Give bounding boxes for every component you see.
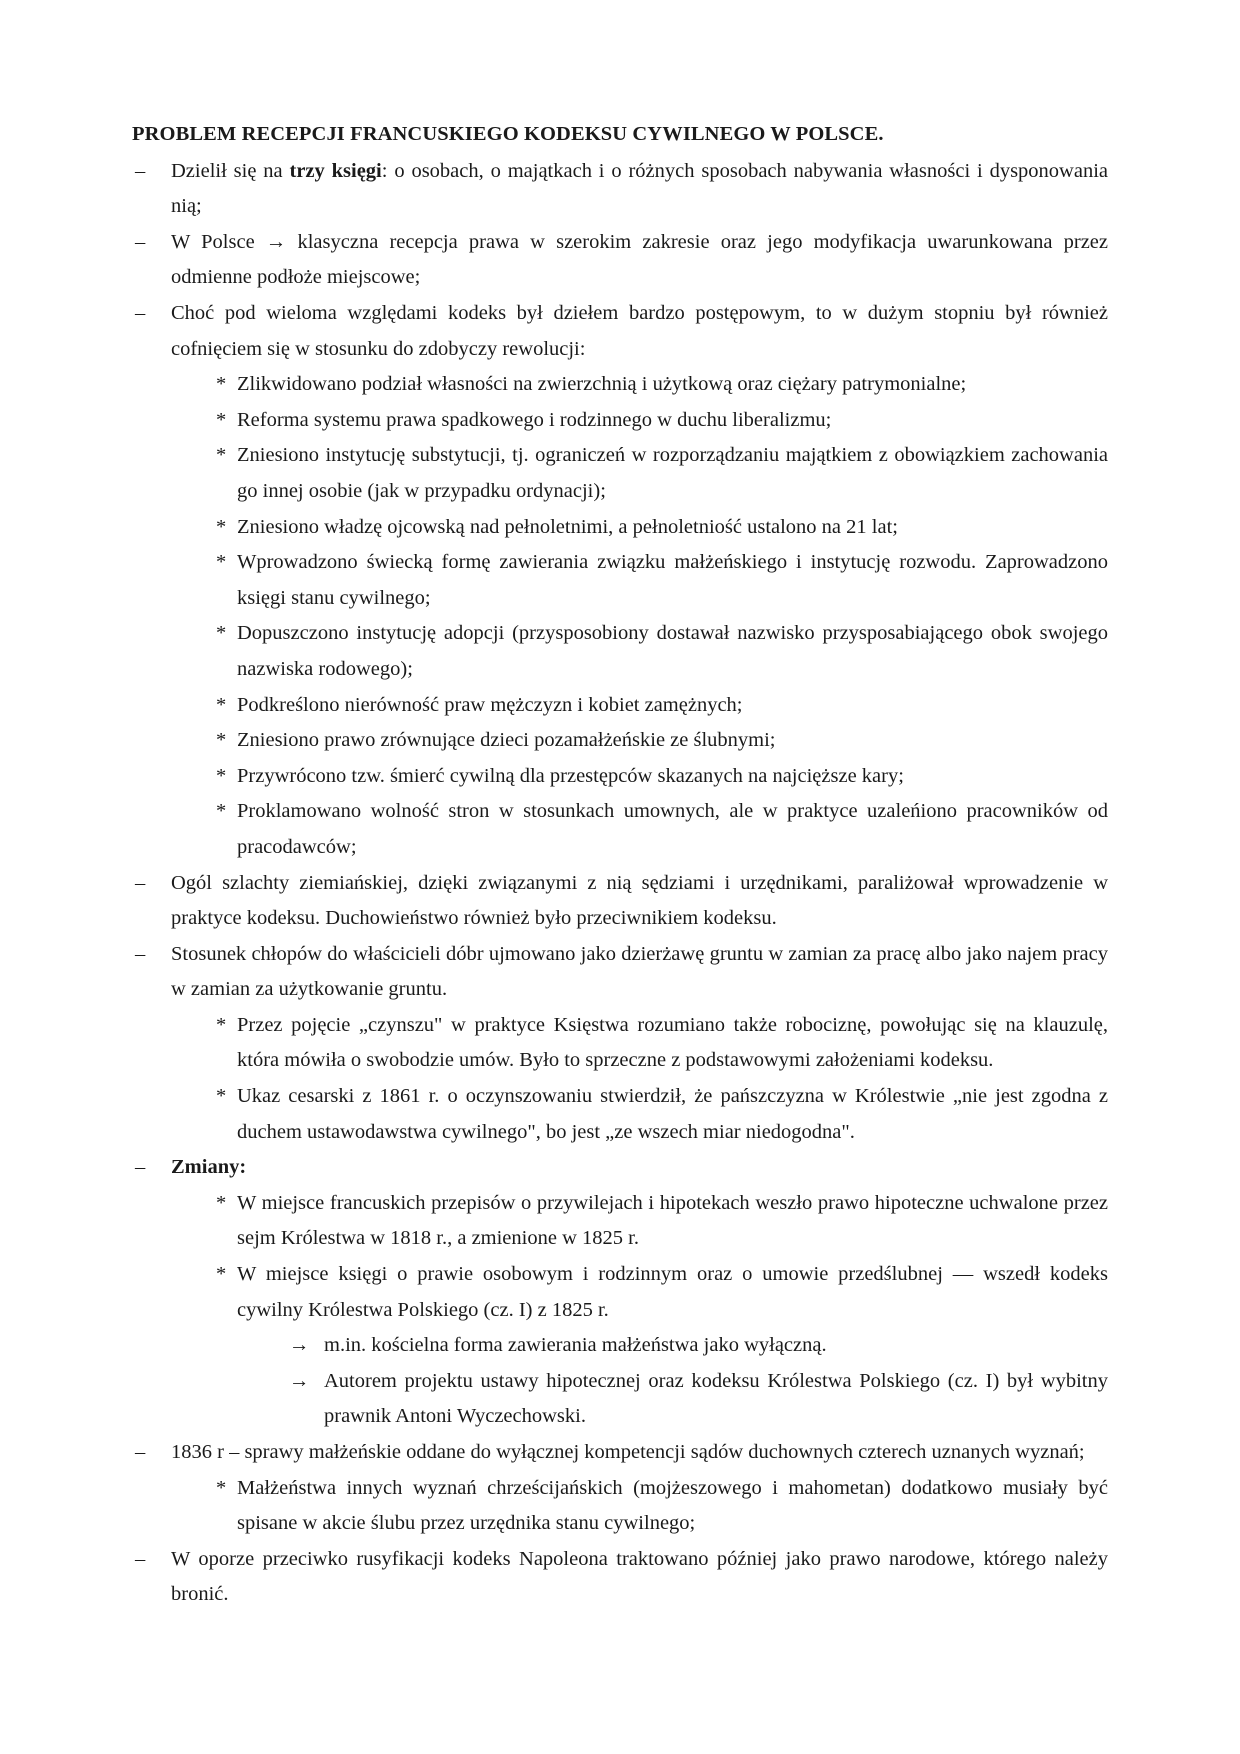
asterisk-bullet-icon: * <box>216 800 227 823</box>
sub-item-dopuszczono-adopcje <box>216 616 1108 687</box>
dash-bullet-icon: – <box>135 1547 146 1570</box>
dash-bullet-icon: – <box>135 302 146 324</box>
list-item-text <box>171 160 1108 218</box>
outline-level-2 <box>216 1471 1108 1542</box>
dash-bullet-icon: – <box>135 1441 146 1463</box>
dash-bullet-icon: – <box>135 159 146 182</box>
sub-item-text: Proklamowano wolność stron w stosunkach umownych, ale w praktyce uzaleńiono pracowników od pracodawców; <box>237 800 1108 858</box>
list-item-zmiany <box>132 1150 1108 1435</box>
asterisk-bullet-icon: * <box>216 622 227 645</box>
list-item-dzielil-sie <box>132 154 1108 225</box>
asterisk-bullet-icon: * <box>216 551 227 574</box>
list-item-w-polsce <box>132 225 1108 296</box>
asterisk-bullet-icon: * <box>216 693 227 716</box>
asterisk-bullet-icon: * <box>216 1191 227 1214</box>
asterisk-bullet-icon: * <box>216 373 227 396</box>
list-item-text: 1836 r – sprawy małżeńskie oddane do wyłącznej kompetencji sądów duchownych czterech uznanych wyznań; <box>171 1441 1085 1463</box>
sub3-item-min-koscielna <box>289 1328 1108 1364</box>
sub-item-w-miejsce-francuskich <box>216 1186 1108 1257</box>
asterisk-bullet-icon: * <box>216 515 227 538</box>
list-item-text: Choć pod wieloma względami kodeks był dziełem bardzo postępowym, to w dużym stopniu był również cofnięciem się w stosunku do zdobyczy rewolucji: <box>171 302 1108 360</box>
outline-level-1 <box>132 154 1108 1613</box>
sub-item-text: Ukaz cesarski z 1861 r. o oczynszowaniu stwierdził, że pańszczyzna w Królestwie „nie jest zgodna z duchem ustawodawstwa cywilnego", bo jest „ze wszech miar niedogodna". <box>237 1085 1108 1143</box>
list-item-ogol-szlachty <box>132 866 1108 937</box>
item-bold-text: trzy księgi <box>289 159 382 182</box>
list-item-1836 <box>132 1435 1108 1542</box>
sub-item-malzenstwa-innych-wyznan <box>216 1471 1108 1542</box>
asterisk-bullet-icon: * <box>216 729 227 752</box>
sub-item-zniesiono-substytucje <box>216 438 1108 509</box>
dash-bullet-icon: – <box>135 1156 146 1179</box>
dash-bullet-icon: – <box>135 230 146 253</box>
sub-item-wprowadzono-swiecka <box>216 545 1108 616</box>
list-item-text: Ogól szlachty ziemiańskiej, dzięki związanymi z nią sędziami i urzędnikami, paraliżował wprowadzenie w praktyce kodeksu. Duchowieństwo również było przeciwnikiem kodeksu. <box>171 871 1108 930</box>
item-lead-text: Dzielił się na <box>171 159 290 182</box>
sub-item-zniesiono-wladze <box>216 510 1108 546</box>
sub-item-text: Zniesiono instytucję substytucji, tj. ograniczeń w rozporządzaniu majątkiem z obowiązkiem zachowania go innej osobie (jak w przypadku ordynacji); <box>237 444 1108 502</box>
dash-bullet-icon: – <box>135 871 146 894</box>
sub-item-przez-pojecie-czynszu <box>216 1008 1108 1079</box>
asterisk-bullet-icon: * <box>216 444 227 467</box>
sub-item-przywrocono-smierc <box>216 759 1108 795</box>
sub-item-text: Zniesiono prawo zrównujące dzieci pozamałżeńskie ze ślubnymi; <box>237 729 776 752</box>
page-title: PROBLEM RECEPCJI FRANCUSKIEGO KODEKSU CYWILNEGO W POLSCE. <box>132 123 884 145</box>
sub3-item-text: Autorem projektu ustawy hipotecznej oraz kodeksu Królestwa Polskiego (cz. I) był wybitny prawnik Antoni Wyczechowski. <box>324 1369 1108 1428</box>
sub-item-ukaz-cesarski <box>216 1079 1108 1150</box>
item-rest-text: : o osobach, o majątkach i o różnych sposobach nabywania własności i dysponowania nią; <box>171 159 1108 218</box>
asterisk-bullet-icon: * <box>216 764 227 787</box>
asterisk-bullet-icon: * <box>216 1085 227 1108</box>
outline-level-3 <box>289 1328 1108 1435</box>
sub-item-text: W miejsce francuskich przepisów o przywilejach i hipotekach weszło prawo hipoteczne uchwalone przez sejm Królestwa w 1818 r., a zmienione w 1825 r. <box>237 1191 1108 1250</box>
sub-item-w-miejsce-ksiegi <box>216 1257 1108 1435</box>
sub-item-reforma <box>216 403 1108 439</box>
sub-item-zlikwidowano <box>216 367 1108 403</box>
sub-item-proklamowano-wolnosc <box>216 794 1108 865</box>
outline-level-2 <box>216 1008 1108 1150</box>
sub-item-text: Przywrócono tzw. śmierć cywilną dla przestępców skazanych na najcięższe kary; <box>237 764 904 787</box>
sub-item-text: W miejsce księgi o prawie osobowym i rodzinnym oraz o umowie przedślubnej — wszedł kodeks cywilny Królestwa Polskiego (cz. I) z 1825 r. <box>237 1263 1108 1321</box>
sub-item-text: Zlikwidowano podział własności na zwierzchnią i użytkową oraz ciężary patrymonialne; <box>237 373 967 396</box>
list-item-text: W Polsce → klasyczna recepcja prawa w szerokim zakresie oraz jego modyfikacja uwarunkowana przez odmienne podłoże miejscowe; <box>171 230 1108 289</box>
list-item-w-oporze <box>132 1542 1108 1613</box>
arrow-right-icon: → <box>289 1334 310 1357</box>
sub-item-text: Małżeństwa innych wyznań chrześcijańskich (mojżeszowego i mahometan) dodatkowo musiały być spisane w akcie ślubu przez urzędnika stanu cywilnego; <box>237 1476 1108 1535</box>
sub-item-text: Reforma systemu prawa spadkowego i rodzinnego w duchu liberalizmu; <box>237 408 832 431</box>
sub-item-text: Zniesiono władzę ojcowską nad pełnoletnimi, a pełnoletniość ustalono na 21 lat; <box>237 515 898 538</box>
list-item-choc-pod-wieloma <box>132 296 1108 866</box>
asterisk-bullet-icon: * <box>216 1263 227 1286</box>
list-item-text: W oporze przeciwko rusyfikacji kodeks Napoleona traktowano później jako prawo narodowe, którego należy bronić. <box>171 1547 1108 1606</box>
list-item-text: Zmiany: <box>171 1156 247 1179</box>
dash-bullet-icon: – <box>135 942 146 965</box>
asterisk-bullet-icon: * <box>216 1013 227 1036</box>
sub-item-podkreslono-nierownosc <box>216 688 1108 724</box>
sub-item-text: Podkreślono nierówność praw mężczyzn i kobiet zamężnych; <box>237 693 743 716</box>
asterisk-bullet-icon: * <box>216 408 227 431</box>
arrow-right-icon: → <box>289 1369 310 1392</box>
sub-item-text: Dopuszczono instytucję adopcji (przysposobiony dostawał nazwisko przysposabiającego obok swojego nazwiska rodowego); <box>237 622 1108 680</box>
list-item-text: Stosunek chłopów do właścicieli dóbr ujmowano jako dzierżawę gruntu w zamian za pracę albo jako najem pracy w zamian za użytkowanie gruntu. <box>171 942 1108 1001</box>
list-item-stosunek-chlopow <box>132 937 1108 1151</box>
sub3-item-text: m.in. kościelna forma zawierania małżeństwa jako wyłączną. <box>324 1334 827 1357</box>
sub-item-zniesiono-prawo <box>216 723 1108 759</box>
sub-item-text: Wprowadzono świecką formę zawierania związku małżeńskiego i instytucję rozwodu. Zaprowadzono księgi stanu cywilnego; <box>237 551 1108 609</box>
sub-item-text: Przez pojęcie „czynszu" w praktyce Księstwa rozumiano także robociznę, powołując się na klauzulę, która mówiła o swobodzie umów. Było to sprzeczne z podstawowymi założeniami kodeksu. <box>237 1013 1108 1072</box>
outline-level-2 <box>216 367 1108 865</box>
asterisk-bullet-icon: * <box>216 1476 227 1499</box>
sub3-item-autorem-projektu <box>289 1364 1108 1435</box>
outline-level-2 <box>216 1186 1108 1435</box>
